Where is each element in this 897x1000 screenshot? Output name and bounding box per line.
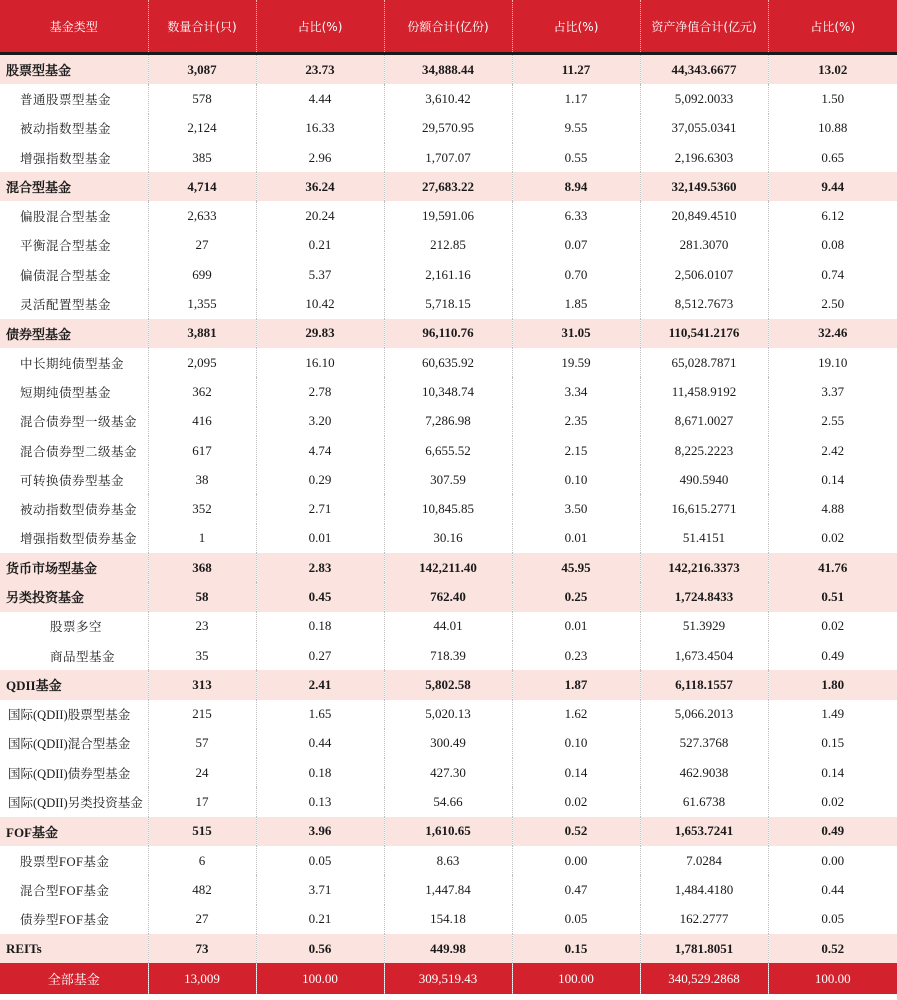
table-row [0,905,897,934]
cell-shares: 19,591.06 [384,201,512,230]
cell-count-pct: 2.83 [256,553,384,582]
table-row [0,201,897,230]
cell-shares: 718.39 [384,641,512,670]
cell-shares-pct: 0.00 [512,846,640,875]
cell-count-pct: 0.56 [256,934,384,963]
table-row [0,84,897,113]
cell-nav: 142,216.3373 [640,553,768,582]
table-row [0,787,897,816]
cell-count: 73 [148,934,256,963]
cell-shares-pct: 0.10 [512,465,640,494]
cell-count-pct: 0.18 [256,612,384,641]
cell-count-pct: 0.21 [256,231,384,260]
cell-count: 4,714 [148,172,256,201]
cell-shares: 1,707.07 [384,143,512,172]
cell-count-pct: 5.37 [256,260,384,289]
cell-nav: 490.5940 [640,465,768,494]
category-row [0,319,897,348]
cell-name: 货币市场型基金 [0,553,148,582]
cell-count: 17 [148,787,256,816]
cell-count-pct: 2.78 [256,377,384,406]
cell-name: 混合债券型二级基金 [0,436,148,465]
cell-nav: 1,673.4504 [640,641,768,670]
cell-count: 3,881 [148,319,256,348]
table-row [0,436,897,465]
cell-shares: 1,610.65 [384,817,512,846]
cell-count: 313 [148,670,256,699]
cell-shares-pct: 0.14 [512,758,640,787]
cell-shares: 154.18 [384,905,512,934]
cell-nav-pct: 3.37 [821,383,845,399]
total-nav-pct: 100.00 [768,963,897,994]
cell-shares: 212.85 [384,231,512,260]
cell-name: 混合型FOF基金 [0,875,148,904]
category-row [0,553,897,582]
cell-shares-pct: 1.62 [512,700,640,729]
cell-shares: 34,888.44 [384,54,512,85]
cell-nav: 1,484.4180 [640,875,768,904]
cell-count: 24 [148,758,256,787]
cell-nav: 2,196.6303 [640,143,768,172]
cell-count: 57 [148,729,256,758]
cell-shares-pct: 0.02 [512,787,640,816]
cell-name: 偏股混合型基金 [0,201,148,230]
cell-nav: 37,055.0341 [640,114,768,143]
cell-count-pct: 0.29 [256,465,384,494]
cell-nav: 65,028.7871 [640,348,768,377]
cell-nav: 527.3768 [640,729,768,758]
cell-count: 368 [148,553,256,582]
cell-name: 增强指数型债券基金 [0,524,148,553]
cell-shares-pct: 0.23 [512,641,640,670]
cell-nav-pct: 1.80 [768,670,897,699]
cell-shares-pct: 0.25 [512,582,640,611]
cell-nav-pct: 0.02 [821,530,845,546]
cell-count: 2,124 [148,114,256,143]
cell-count-pct: 20.24 [256,201,384,230]
cell-nav-pct: 0.44 [821,881,845,897]
table-footer [0,963,897,994]
table-row [0,231,897,260]
cell-nav: 1,653.7241 [640,817,768,846]
cell-name: 国际(QDII)股票型基金 [0,700,148,729]
total-name: 全部基金 [0,963,148,994]
cell-nav-pct: 19.10 [818,354,848,370]
table-row [0,494,897,523]
cell-count-pct: 3.71 [256,875,384,904]
table-row [0,143,897,172]
cell-name: 偏债混合型基金 [0,260,148,289]
cell-nav-pct: 6.12 [821,208,845,224]
cell-shares-pct: 2.35 [512,407,640,436]
cell-shares: 10,348.74 [384,377,512,406]
cell-count-pct: 23.73 [256,54,384,85]
table-row [0,465,897,494]
cell-name: 混合债券型一级基金 [0,407,148,436]
cell-shares-pct: 6.33 [512,201,640,230]
category-row [0,172,897,201]
cell-shares-pct: 3.50 [512,494,640,523]
cell-nav-pct: 0.49 [821,647,845,663]
cell-count: 27 [148,231,256,260]
cell-nav: 20,849.4510 [640,201,768,230]
cell-count-pct: 0.05 [256,846,384,875]
cell-shares: 762.40 [384,582,512,611]
table-row [0,641,897,670]
cell-count-pct: 0.44 [256,729,384,758]
col-header-fund-type: 基金类型 [0,0,148,54]
cell-name: 股票多空 [0,612,148,641]
cell-shares: 427.30 [384,758,512,787]
cell-count-pct: 0.21 [256,905,384,934]
cell-count-pct: 2.71 [256,494,384,523]
cell-shares: 300.49 [384,729,512,758]
cell-nav: 11,458.9192 [640,377,768,406]
header-row [0,0,897,54]
cell-count: 35 [148,641,256,670]
cell-nav: 8,671.0027 [640,407,768,436]
cell-nav-pct: 0.05 [821,911,845,927]
cell-nav-pct: 0.51 [768,582,897,611]
col-header-count: 数量合计(只) [148,0,256,54]
cell-shares: 3,610.42 [384,84,512,113]
cell-count-pct: 0.45 [256,582,384,611]
cell-shares: 27,683.22 [384,172,512,201]
cell-name: 股票型FOF基金 [0,846,148,875]
cell-nav: 162.2777 [640,905,768,934]
cell-count-pct: 3.96 [256,817,384,846]
cell-nav-pct: 10.88 [818,120,848,136]
cell-count-pct: 2.96 [256,143,384,172]
cell-nav-pct: 4.88 [821,501,845,517]
cell-shares-pct: 0.15 [512,934,640,963]
cell-shares-pct: 11.27 [512,54,640,85]
cell-count: 515 [148,817,256,846]
cell-nav: 5,066.2013 [640,700,768,729]
cell-count-pct: 29.83 [256,319,384,348]
cell-shares: 2,161.16 [384,260,512,289]
category-row [0,582,897,611]
cell-shares-pct: 45.95 [512,553,640,582]
cell-name: 另类投资基金 [0,582,148,611]
cell-count-pct: 0.18 [256,758,384,787]
cell-count: 617 [148,436,256,465]
category-row [0,817,897,846]
cell-shares-pct: 2.15 [512,436,640,465]
cell-name: 中长期纯债型基金 [0,348,148,377]
table-row [0,758,897,787]
cell-shares: 8.63 [384,846,512,875]
cell-name: 短期纯债型基金 [0,377,148,406]
cell-shares: 307.59 [384,465,512,494]
cell-count: 3,087 [148,54,256,85]
total-row [0,963,897,994]
cell-nav-pct: 9.44 [768,172,897,201]
cell-count-pct: 10.42 [256,289,384,318]
cell-shares: 142,211.40 [384,553,512,582]
cell-nav: 110,541.2176 [640,319,768,348]
cell-nav: 51.4151 [640,524,768,553]
cell-shares: 30.16 [384,524,512,553]
cell-nav-pct: 0.14 [821,471,845,487]
table-row [0,700,897,729]
cell-count: 6 [148,846,256,875]
cell-count: 2,095 [148,348,256,377]
cell-count: 1,355 [148,289,256,318]
cell-count-pct: 1.65 [256,700,384,729]
cell-count: 578 [148,84,256,113]
cell-nav-pct: 0.02 [821,794,845,810]
cell-nav: 44,343.6677 [640,54,768,85]
cell-count-pct: 4.74 [256,436,384,465]
cell-shares: 29,570.95 [384,114,512,143]
cell-nav: 51.3929 [640,612,768,641]
total-shares: 309,519.43 [384,963,512,994]
cell-count-pct: 16.33 [256,114,384,143]
table-row [0,260,897,289]
cell-shares: 7,286.98 [384,407,512,436]
cell-nav-pct: 1.49 [821,706,845,722]
cell-shares: 1,447.84 [384,875,512,904]
cell-count: 27 [148,905,256,934]
category-row [0,670,897,699]
col-header-shares: 份额合计(亿份) [384,0,512,54]
table-row [0,114,897,143]
cell-nav: 8,225.2223 [640,436,768,465]
cell-name: 债券型FOF基金 [0,905,148,934]
table-row [0,846,897,875]
cell-shares-pct: 0.05 [512,905,640,934]
cell-nav: 16,615.2771 [640,494,768,523]
cell-name: 可转换债券型基金 [0,465,148,494]
cell-shares-pct: 0.01 [512,612,640,641]
cell-count-pct: 3.20 [256,407,384,436]
cell-shares: 54.66 [384,787,512,816]
cell-count-pct: 16.10 [256,348,384,377]
cell-shares: 5,020.13 [384,700,512,729]
cell-shares-pct: 1.17 [512,84,640,113]
cell-count-pct: 2.41 [256,670,384,699]
cell-shares-pct: 0.01 [512,524,640,553]
cell-count: 2,633 [148,201,256,230]
cell-shares: 60,635.92 [384,348,512,377]
cell-name: 混合型基金 [0,172,148,201]
cell-count: 385 [148,143,256,172]
category-row [0,54,897,85]
cell-name: 股票型基金 [0,54,148,85]
cell-count: 58 [148,582,256,611]
cell-name: 国际(QDII)债券型基金 [0,758,148,787]
table-row [0,289,897,318]
cell-count: 38 [148,465,256,494]
col-header-nav-pct: 占比(%) [768,0,897,54]
cell-nav-pct: 0.08 [821,237,845,253]
cell-name: 被动指数型基金 [0,114,148,143]
cell-count: 482 [148,875,256,904]
cell-nav-pct: 0.02 [821,618,845,634]
table-row [0,377,897,406]
cell-shares-pct: 0.10 [512,729,640,758]
cell-name: 灵活配置型基金 [0,289,148,318]
cell-nav: 2,506.0107 [640,260,768,289]
cell-nav-pct: 0.15 [821,735,845,751]
cell-count: 699 [148,260,256,289]
cell-name: 普通股票型基金 [0,84,148,113]
table-row [0,875,897,904]
cell-name: 国际(QDII)混合型基金 [0,729,148,758]
table-row [0,407,897,436]
cell-nav-pct: 13.02 [768,54,897,85]
cell-name: REITs [0,934,148,963]
col-header-shares-pct: 占比(%) [512,0,640,54]
cell-shares-pct: 0.07 [512,231,640,260]
cell-count-pct: 36.24 [256,172,384,201]
cell-shares-pct: 19.59 [512,348,640,377]
cell-shares-pct: 3.34 [512,377,640,406]
total-count-pct: 100.00 [256,963,384,994]
cell-shares: 6,655.52 [384,436,512,465]
table-row [0,729,897,758]
cell-name: 平衡混合型基金 [0,231,148,260]
cell-name: 被动指数型债券基金 [0,494,148,523]
cell-shares-pct: 31.05 [512,319,640,348]
cell-shares-pct: 1.85 [512,289,640,318]
cell-nav-pct: 32.46 [768,319,897,348]
cell-shares: 5,802.58 [384,670,512,699]
table-row [0,348,897,377]
cell-nav: 1,724.8433 [640,582,768,611]
cell-shares: 449.98 [384,934,512,963]
cell-name: 增强指数型基金 [0,143,148,172]
cell-shares-pct: 0.47 [512,875,640,904]
cell-name: 商品型基金 [0,641,148,670]
cell-nav: 281.3070 [640,231,768,260]
cell-count: 362 [148,377,256,406]
cell-name: QDII基金 [0,670,148,699]
total-nav: 340,529.2868 [640,963,768,994]
cell-nav-pct: 2.55 [821,413,845,429]
cell-count-pct: 0.01 [256,524,384,553]
cell-shares-pct: 1.87 [512,670,640,699]
cell-nav: 1,781.8051 [640,934,768,963]
cell-count: 352 [148,494,256,523]
cell-name: 债券型基金 [0,319,148,348]
cell-nav-pct: 41.76 [768,553,897,582]
cell-nav-pct: 0.65 [821,149,845,165]
cell-nav-pct: 0.74 [821,266,845,282]
cell-nav-pct: 2.50 [821,296,845,312]
cell-nav: 8,512.7673 [640,289,768,318]
cell-nav-pct: 0.49 [768,817,897,846]
cell-nav: 61.6738 [640,787,768,816]
table-header [0,0,897,54]
cell-shares: 96,110.76 [384,319,512,348]
cell-count-pct: 0.27 [256,641,384,670]
cell-shares-pct: 8.94 [512,172,640,201]
table-row [0,612,897,641]
cell-count: 416 [148,407,256,436]
cell-nav-pct: 0.00 [821,852,845,868]
table-body [0,54,897,964]
cell-nav: 7.0284 [640,846,768,875]
category-row [0,934,897,963]
cell-nav-pct: 2.42 [821,442,845,458]
col-header-count-pct: 占比(%) [256,0,384,54]
cell-shares-pct: 0.52 [512,817,640,846]
cell-name: 国际(QDII)另类投资基金 [0,787,148,816]
cell-shares: 10,845.85 [384,494,512,523]
cell-count-pct: 4.44 [256,84,384,113]
total-shares-pct: 100.00 [512,963,640,994]
table-row [0,524,897,553]
cell-nav-pct: 0.52 [768,934,897,963]
cell-shares-pct: 9.55 [512,114,640,143]
cell-shares-pct: 0.55 [512,143,640,172]
cell-nav: 462.9038 [640,758,768,787]
cell-nav: 5,092.0033 [640,84,768,113]
cell-nav: 32,149.5360 [640,172,768,201]
total-count: 13,009 [148,963,256,994]
cell-count: 215 [148,700,256,729]
cell-count-pct: 0.13 [256,787,384,816]
cell-count: 23 [148,612,256,641]
cell-count: 1 [148,524,256,553]
cell-name: FOF基金 [0,817,148,846]
cell-nav: 6,118.1557 [640,670,768,699]
cell-shares: 44.01 [384,612,512,641]
cell-nav-pct: 1.50 [821,90,845,106]
cell-shares-pct: 0.70 [512,260,640,289]
cell-nav-pct: 0.14 [821,764,845,780]
col-header-nav: 资产净值合计(亿元) [640,0,768,54]
cell-shares: 5,718.15 [384,289,512,318]
